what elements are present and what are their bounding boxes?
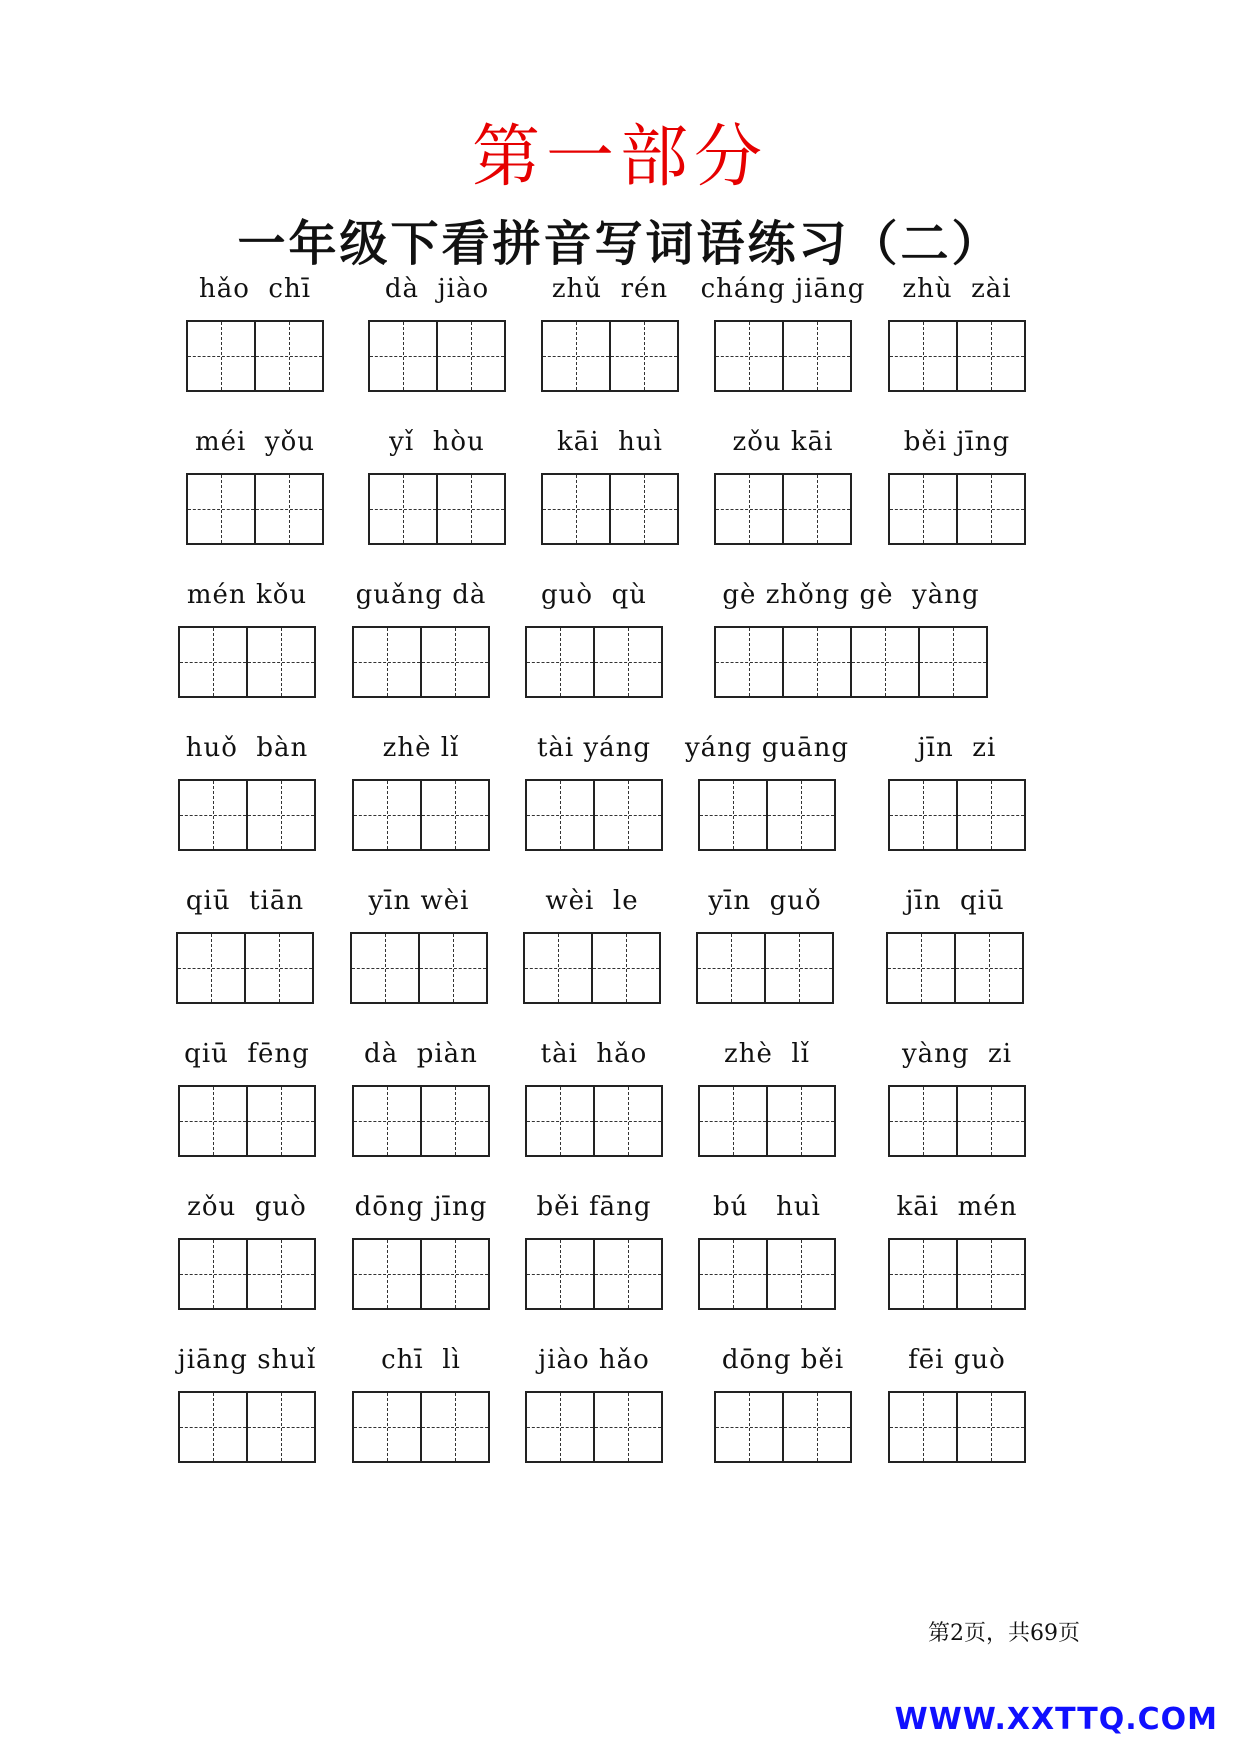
pinyin-label: cháng jiāng: [700, 274, 866, 304]
tianzige-cell[interactable]: [422, 1391, 490, 1463]
pinyin-label: guǎng dà: [355, 580, 487, 610]
tianzige-cell[interactable]: [700, 779, 768, 851]
pinyin-label: běi jīng: [903, 427, 1011, 457]
tianzige-cell[interactable]: [595, 1391, 663, 1463]
pinyin-label: zǒu kāi: [732, 427, 834, 457]
tianzige-cell[interactable]: [611, 473, 679, 545]
tianzige-cell[interactable]: [784, 320, 852, 392]
pinyin-label: yīn wèi: [368, 886, 470, 916]
pinyin-label: méi yǒu: [195, 427, 315, 457]
tianzige-cell[interactable]: [716, 626, 784, 698]
tianzige-cell[interactable]: [256, 473, 324, 545]
tianzige-cell[interactable]: [188, 320, 256, 392]
pinyin-label: zhù zài: [902, 274, 1012, 304]
tianzige-cell[interactable]: [527, 1085, 595, 1157]
pinyin-label: zǒu guò: [187, 1192, 307, 1222]
tianzige-box-group: [714, 320, 852, 392]
tianzige-cell[interactable]: [438, 320, 506, 392]
tianzige-box-group: [368, 473, 506, 545]
pinyin-label: jīn qiū: [905, 886, 1005, 916]
exercise-row: [0, 272, 1240, 412]
tianzige-cell[interactable]: [352, 932, 420, 1004]
tianzige-cell[interactable]: [890, 1085, 958, 1157]
exercise-row: [0, 1190, 1240, 1330]
tianzige-cell[interactable]: [525, 932, 593, 1004]
tianzige-cell[interactable]: [766, 932, 834, 1004]
part-title: 第一部分: [471, 118, 768, 197]
tianzige-cell[interactable]: [422, 626, 490, 698]
worksheet-title: 一年级下看拼音写词语练习（二）: [237, 216, 1003, 272]
tianzige-cell[interactable]: [246, 932, 314, 1004]
tianzige-box-group: [352, 1085, 490, 1157]
tianzige-cell[interactable]: [527, 1391, 595, 1463]
tianzige-cell[interactable]: [852, 626, 920, 698]
pinyin-label: fēi guò: [908, 1345, 1006, 1375]
pinyin-label: qiū tiān: [185, 886, 305, 916]
tianzige-box-group: [888, 779, 1026, 851]
tianzige-cell[interactable]: [527, 779, 595, 851]
exercise-row: [0, 1037, 1240, 1177]
tianzige-cell[interactable]: [920, 626, 988, 698]
tianzige-cell[interactable]: [354, 779, 422, 851]
tianzige-cell[interactable]: [248, 1085, 316, 1157]
tianzige-box-group: [178, 779, 316, 851]
pinyin-label: huǒ bàn: [185, 733, 309, 763]
tianzige-cell[interactable]: [768, 1238, 836, 1310]
tianzige-cell[interactable]: [890, 1238, 958, 1310]
tianzige-cell[interactable]: [888, 932, 956, 1004]
tianzige-cell[interactable]: [611, 320, 679, 392]
tianzige-cell[interactable]: [768, 779, 836, 851]
tianzige-cell[interactable]: [958, 473, 1026, 545]
pinyin-label: yīn guǒ: [708, 886, 822, 916]
pinyin-label: guò qù: [541, 580, 647, 610]
tianzige-cell[interactable]: [438, 473, 506, 545]
tianzige-cell[interactable]: [543, 473, 611, 545]
tianzige-cell[interactable]: [248, 626, 316, 698]
pinyin-label: yǐ hòu: [389, 427, 485, 457]
pinyin-label: kāi huì: [557, 427, 663, 457]
tianzige-box-group: [698, 779, 836, 851]
pinyin-label: hǎo chī: [198, 274, 312, 304]
tianzige-cell[interactable]: [890, 1391, 958, 1463]
tianzige-box-group: [350, 932, 488, 1004]
pinyin-label: jiāng shuǐ: [177, 1345, 317, 1375]
tianzige-cell[interactable]: [354, 1085, 422, 1157]
tianzige-cell[interactable]: [784, 473, 852, 545]
tianzige-box-group: [525, 1238, 663, 1310]
tianzige-cell[interactable]: [958, 1238, 1026, 1310]
page-number: 第2页，共69页: [928, 1621, 1080, 1646]
pinyin-label: jīn zi: [917, 733, 997, 763]
pinyin-label: yáng guāng: [684, 733, 850, 763]
tianzige-cell[interactable]: [248, 779, 316, 851]
tianzige-cell[interactable]: [595, 1238, 663, 1310]
tianzige-cell[interactable]: [716, 320, 784, 392]
pinyin-label: kāi mén: [896, 1192, 1018, 1222]
tianzige-box-group: [176, 932, 314, 1004]
tianzige-cell[interactable]: [370, 320, 438, 392]
tianzige-box-group: [698, 1085, 836, 1157]
tianzige-cell[interactable]: [422, 1085, 490, 1157]
tianzige-box-group: [541, 320, 679, 392]
tianzige-cell[interactable]: [180, 1391, 248, 1463]
tianzige-cell[interactable]: [784, 1391, 852, 1463]
tianzige-cell[interactable]: [595, 1085, 663, 1157]
pinyin-label: mén kǒu: [186, 580, 308, 610]
exercise-row: [0, 425, 1240, 565]
tianzige-box-group: [698, 1238, 836, 1310]
tianzige-box-group: [888, 473, 1026, 545]
tianzige-cell[interactable]: [890, 473, 958, 545]
tianzige-box-group: [541, 473, 679, 545]
tianzige-box-group: [178, 1238, 316, 1310]
tianzige-cell[interactable]: [188, 473, 256, 545]
pinyin-label: tài hǎo: [540, 1039, 648, 1069]
tianzige-box-group: [886, 932, 1024, 1004]
pinyin-label: bú huì: [713, 1192, 821, 1222]
tianzige-cell[interactable]: [354, 1238, 422, 1310]
tianzige-box-group: [696, 932, 834, 1004]
pinyin-label: gè zhǒng gè yàng: [722, 580, 980, 610]
tianzige-box-group: [178, 1085, 316, 1157]
tianzige-cell[interactable]: [890, 320, 958, 392]
tianzige-box-group: [186, 473, 324, 545]
tianzige-cell[interactable]: [784, 626, 852, 698]
tianzige-box-group: [888, 320, 1026, 392]
tianzige-cell[interactable]: [958, 1085, 1026, 1157]
pinyin-label: dà piàn: [364, 1039, 478, 1069]
pinyin-label: jiào hǎo: [538, 1345, 650, 1375]
tianzige-cell[interactable]: [370, 473, 438, 545]
tianzige-cell[interactable]: [180, 779, 248, 851]
tianzige-cell[interactable]: [527, 626, 595, 698]
tianzige-box-group: [352, 626, 490, 698]
tianzige-cell[interactable]: [768, 1085, 836, 1157]
tianzige-cell[interactable]: [890, 779, 958, 851]
pinyin-label: zhǔ rén: [551, 274, 669, 304]
pinyin-label: zhè lǐ: [724, 1039, 810, 1069]
tianzige-cell[interactable]: [700, 1085, 768, 1157]
pinyin-label: běi fāng: [536, 1192, 652, 1222]
tianzige-cell[interactable]: [178, 932, 246, 1004]
tianzige-box-group: [178, 626, 316, 698]
tianzige-box-group: [714, 473, 852, 545]
tianzige-cell[interactable]: [354, 626, 422, 698]
pinyin-label: dōng jīng: [354, 1192, 488, 1222]
tianzige-box-group: [178, 1391, 316, 1463]
pinyin-label: tài yáng: [536, 733, 652, 763]
pinyin-label: dōng běi: [721, 1345, 845, 1375]
tianzige-cell[interactable]: [958, 779, 1026, 851]
tianzige-cell[interactable]: [527, 1238, 595, 1310]
tianzige-box-group: [888, 1085, 1026, 1157]
tianzige-cell[interactable]: [248, 1391, 316, 1463]
tianzige-box-group: [525, 626, 663, 698]
tianzige-box-group: [352, 1391, 490, 1463]
tianzige-cell[interactable]: [716, 473, 784, 545]
tianzige-cell[interactable]: [180, 1238, 248, 1310]
pinyin-label: yàng zi: [901, 1039, 1013, 1069]
exercise-row: [0, 1343, 1240, 1483]
tianzige-cell[interactable]: [543, 320, 611, 392]
pinyin-label: qiū fēng: [184, 1039, 310, 1069]
tianzige-box-group: [523, 932, 661, 1004]
tianzige-cell[interactable]: [698, 932, 766, 1004]
pinyin-label: chī lì: [381, 1345, 461, 1375]
tianzige-box-group: [352, 1238, 490, 1310]
exercise-row: [0, 884, 1240, 1024]
tianzige-cell[interactable]: [958, 320, 1026, 392]
tianzige-box-group: [714, 626, 988, 698]
tianzige-cell[interactable]: [700, 1238, 768, 1310]
tianzige-cell[interactable]: [595, 626, 663, 698]
pinyin-label: zhè lǐ: [382, 733, 460, 763]
tianzige-box-group: [714, 1391, 852, 1463]
tianzige-cell[interactable]: [716, 1391, 784, 1463]
tianzige-box-group: [888, 1238, 1026, 1310]
tianzige-cell[interactable]: [420, 932, 488, 1004]
exercise-row: [0, 731, 1240, 871]
tianzige-box-group: [525, 1391, 663, 1463]
pinyin-label: dà jiào: [384, 274, 490, 304]
tianzige-cell[interactable]: [256, 320, 324, 392]
tianzige-cell[interactable]: [958, 1391, 1026, 1463]
pinyin-label: wèi le: [545, 886, 639, 916]
tianzige-box-group: [525, 779, 663, 851]
tianzige-cell[interactable]: [180, 1085, 248, 1157]
tianzige-box-group: [368, 320, 506, 392]
tianzige-cell[interactable]: [180, 626, 248, 698]
tianzige-box-group: [186, 320, 324, 392]
exercise-row: [0, 578, 1240, 718]
tianzige-box-group: [352, 779, 490, 851]
tianzige-cell[interactable]: [248, 1238, 316, 1310]
tianzige-box-group: [888, 1391, 1026, 1463]
tianzige-cell[interactable]: [354, 1391, 422, 1463]
tianzige-cell[interactable]: [593, 932, 661, 1004]
site-watermark: WWW.XXTTQ.COM: [894, 1702, 1218, 1737]
tianzige-box-group: [525, 1085, 663, 1157]
tianzige-cell[interactable]: [956, 932, 1024, 1004]
tianzige-cell[interactable]: [595, 779, 663, 851]
tianzige-cell[interactable]: [422, 1238, 490, 1310]
tianzige-cell[interactable]: [422, 779, 490, 851]
